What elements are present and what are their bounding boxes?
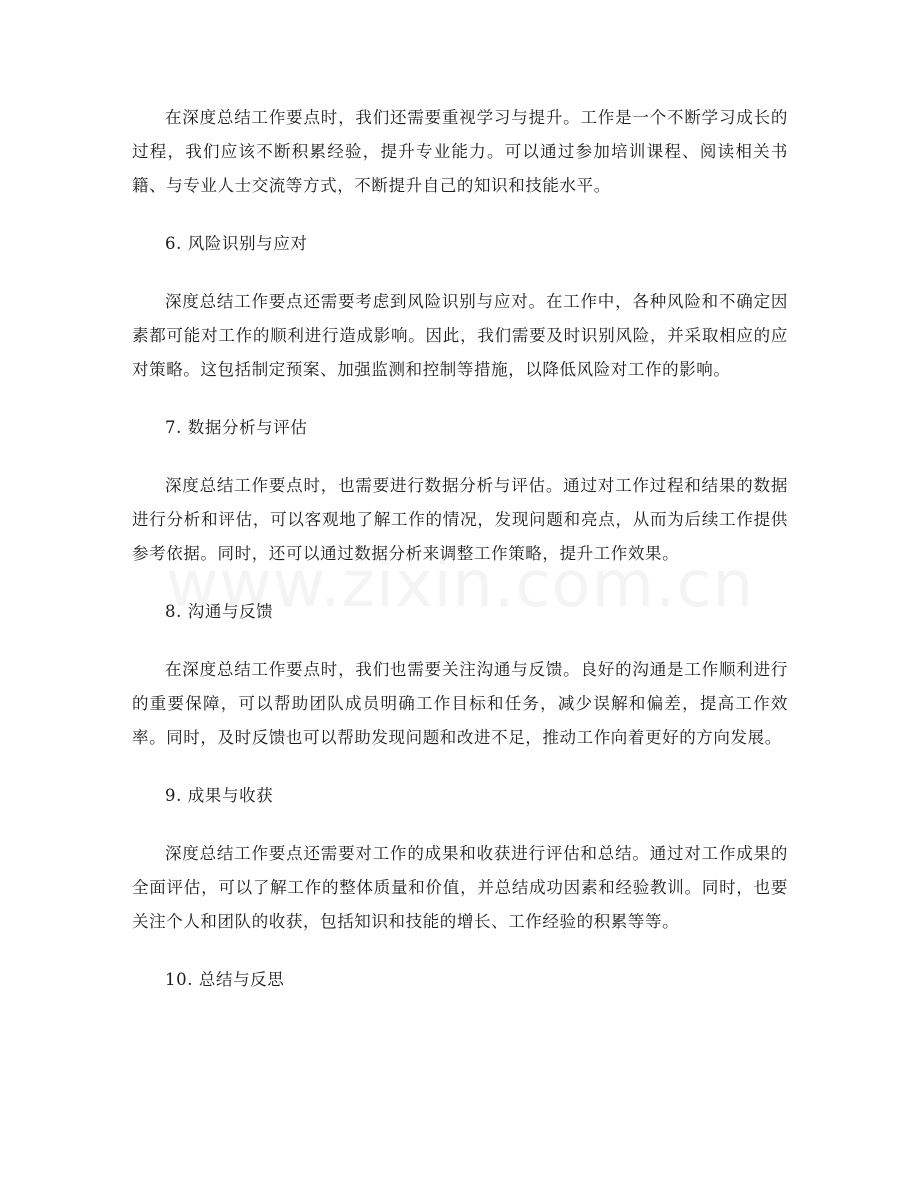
paragraph-learning: 在深度总结工作要点时，我们还需要重视学习与提升。工作是一个不断学习成长的过程，我们应该不断积累经验，提升专业能力。可以通过参加培训课程、阅读相关书籍、与专业人士交流等方式，不断提升自己的知识和技能水平。 — [132, 108, 788, 195]
paragraph-communication: 在深度总结工作要点时，我们也需要关注沟通与反馈。良好的沟通是工作顺利进行的重要保障，可以帮助团队成员明确工作目标和任务，减少误解和偏差，提高工作效率。同时，及时反馈也可以帮助发现问题和改进不足，推动工作向着更好的方向发展。 — [132, 660, 788, 747]
heading-data-analysis: 7. 数据分析与评估 — [165, 418, 308, 437]
heading-risk: 6. 风险识别与应对 — [165, 234, 308, 253]
paragraph-data-analysis: 深度总结工作要点时，也需要进行数据分析与评估。通过对工作过程和结果的数据进行分析和评估，可以客观地了解工作的情况，发现问题和亮点，从而为后续工作提供参考依据。同时，还可以通过数据分析来调整工作策略，提升工作效果。 — [132, 476, 788, 563]
document-body — [132, 101, 788, 997]
heading-results: 9. 成果与收获 — [165, 786, 274, 805]
paragraph-risk: 深度总结工作要点还需要考虑到风险识别与应对。在工作中，各种风险和不确定因素都可能对工作的顺利进行造成影响。因此，我们需要及时识别风险，并采取相应的应对策略。这包括制定预案、加强监测和控制等措施，以降低风险对工作的影响。 — [132, 292, 788, 379]
paragraph-results: 深度总结工作要点还需要对工作的成果和收获进行评估和总结。通过对工作成果的全面评估，可以了解工作的整体质量和价值，并总结成功因素和经验教训。同时，也要关注个人和团队的收获，包括知识和技能的增长、工作经验的积累等等。 — [132, 844, 788, 931]
heading-communication: 8. 沟通与反馈 — [165, 602, 274, 621]
heading-summary: 10. 总结与反思 — [165, 970, 285, 989]
